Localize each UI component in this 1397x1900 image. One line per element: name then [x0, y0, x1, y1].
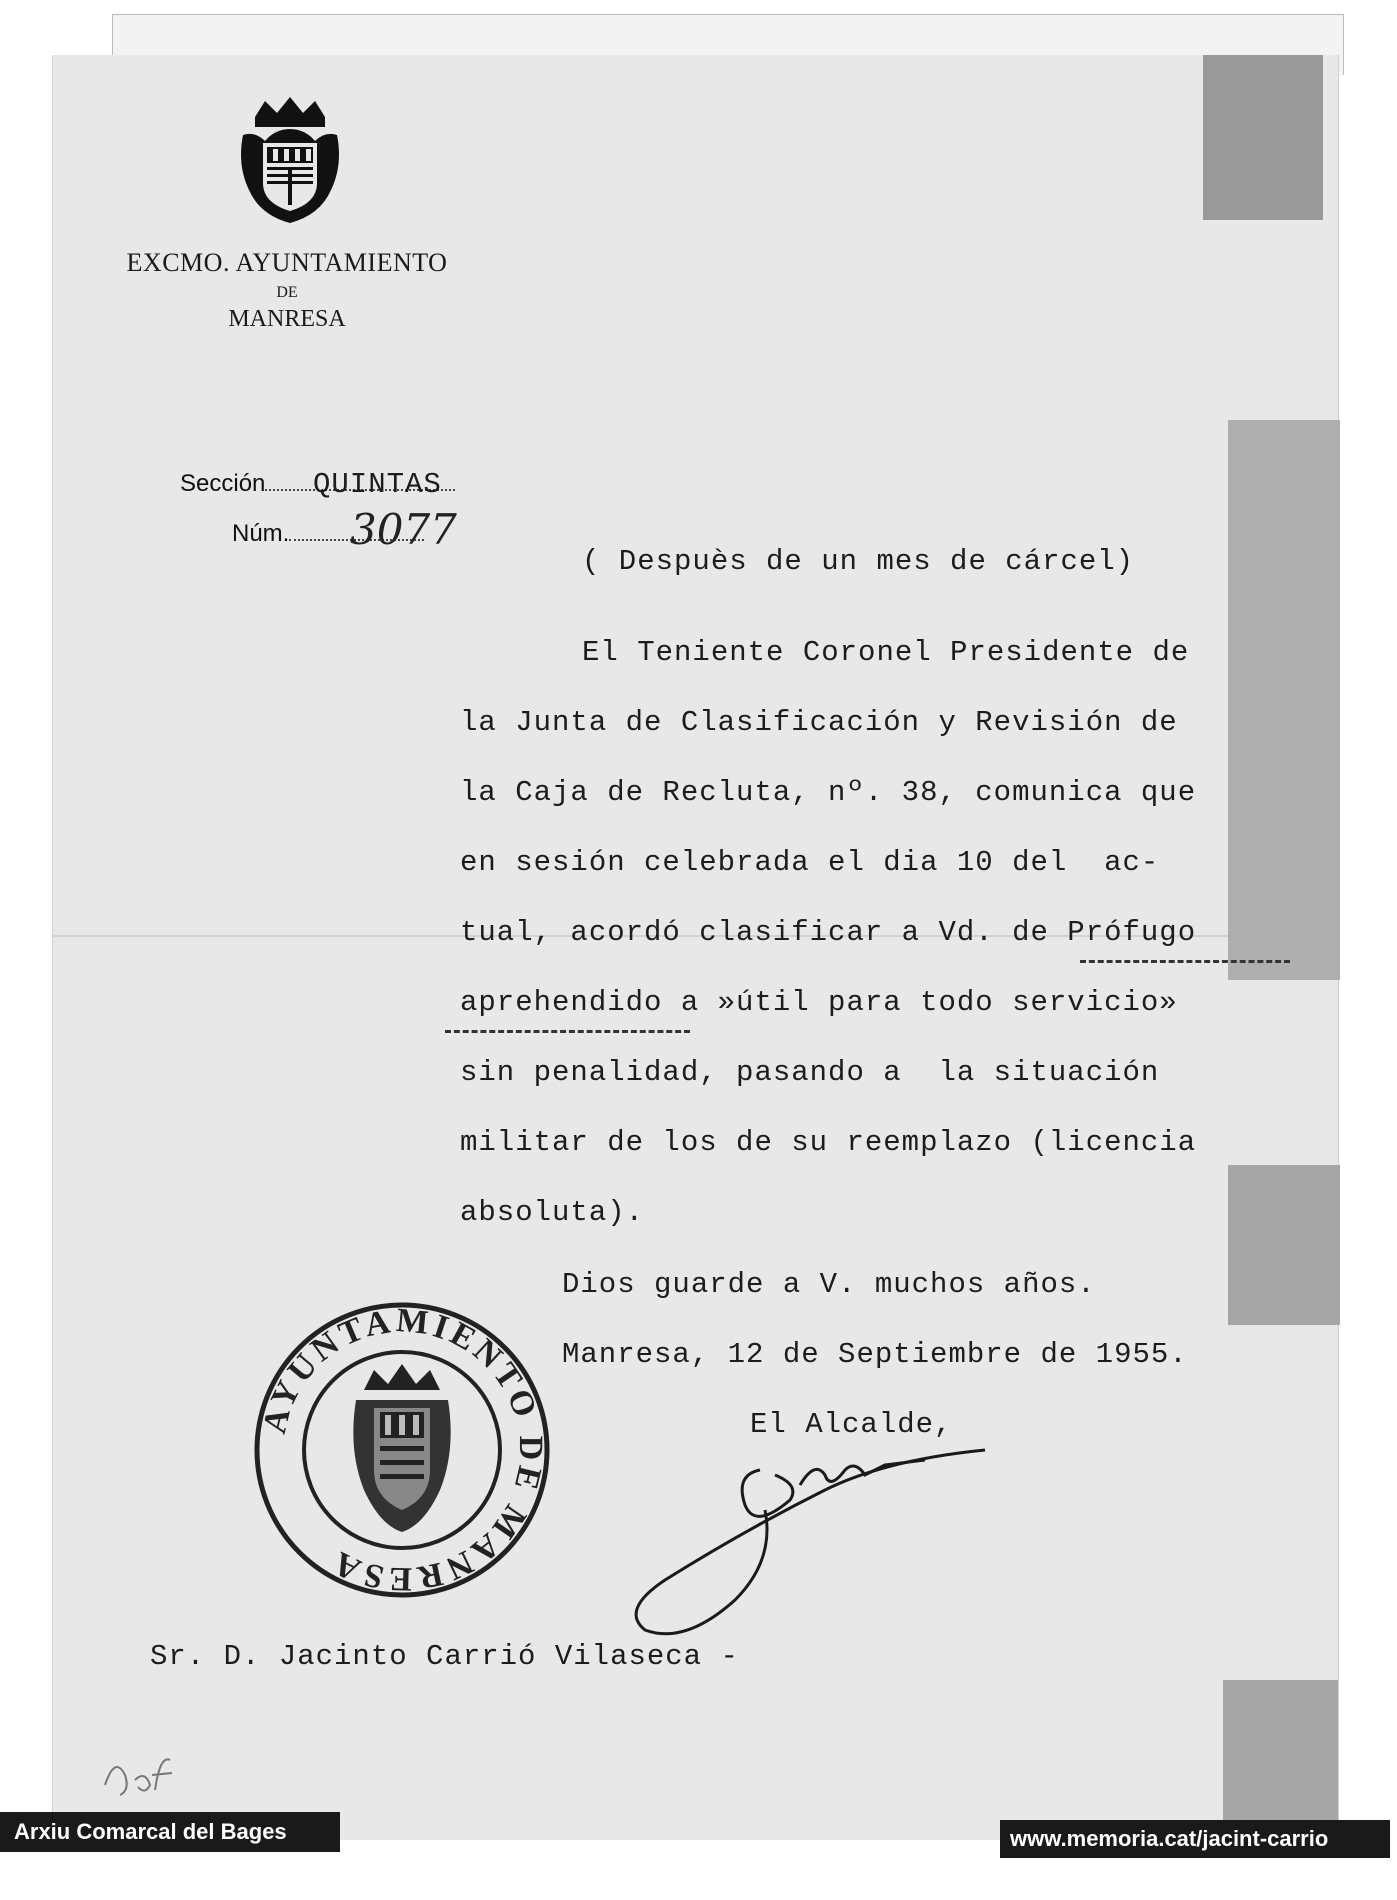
tape-strip — [1228, 1165, 1340, 1325]
body-line: militar de los de su reemplazo (licencia — [460, 1126, 1197, 1159]
num-value: 3077 — [350, 505, 457, 554]
body-line: sin penalidad, pasando a la situación — [460, 1056, 1160, 1089]
archive-credit: Arxiu Comarcal del Bages — [0, 1812, 340, 1852]
stamp-text: AYUNTAMIENTO DE MANRESA — [256, 1301, 550, 1598]
body-line: la Caja de Recluta, nº. 38, comunica que — [460, 776, 1197, 809]
letter-subtitle: ( Despuès de un mes de cárcel) — [582, 545, 1135, 578]
mayor-signature — [625, 1430, 1005, 1650]
website-url: www.memoria.cat/jacint-carrio — [1000, 1820, 1390, 1858]
letterhead-title: EXCMO. AYUNTAMIENTO — [126, 248, 448, 277]
letterhead — [102, 248, 472, 333]
body-line: absoluta). — [460, 1196, 645, 1229]
tape-strip — [1203, 55, 1323, 220]
body-line: aprehendido a »útil para todo servicio» — [460, 986, 1178, 1019]
letterhead-city: MANRESA — [228, 306, 346, 332]
num-label: Núm. — [232, 520, 290, 547]
coat-of-arms-icon — [235, 95, 345, 225]
recipient-line: Sr. D. Jacinto Carrió Vilaseca - — [150, 1640, 739, 1673]
stamp-crest-icon — [353, 1364, 450, 1532]
underline-profugo — [1080, 960, 1290, 963]
underline-aprehendido — [445, 1030, 690, 1033]
handwritten-mark — [100, 1745, 180, 1805]
body-line: tual, acordó clasificar a Vd. de Prófugo — [460, 916, 1197, 949]
body-line: El Teniente Coronel Presidente de — [582, 636, 1190, 669]
seccion-label: Sección — [180, 470, 266, 497]
closing-line: Dios guarde a V. muchos años. — [562, 1268, 1096, 1301]
letterhead-de: DE — [276, 284, 298, 301]
seccion-value: QUINTAS — [313, 468, 442, 501]
body-line: la Junta de Clasificación y Revisión de — [460, 706, 1178, 739]
signatory-title: El Alcalde, — [750, 1408, 953, 1441]
official-stamp — [252, 1300, 552, 1600]
tape-strip — [1228, 420, 1340, 980]
date-line: Manresa, 12 de Septiembre de 1955. — [562, 1338, 1188, 1371]
tape-strip — [1223, 1680, 1338, 1840]
body-line: en sesión celebrada el dia 10 del ac- — [460, 846, 1160, 879]
